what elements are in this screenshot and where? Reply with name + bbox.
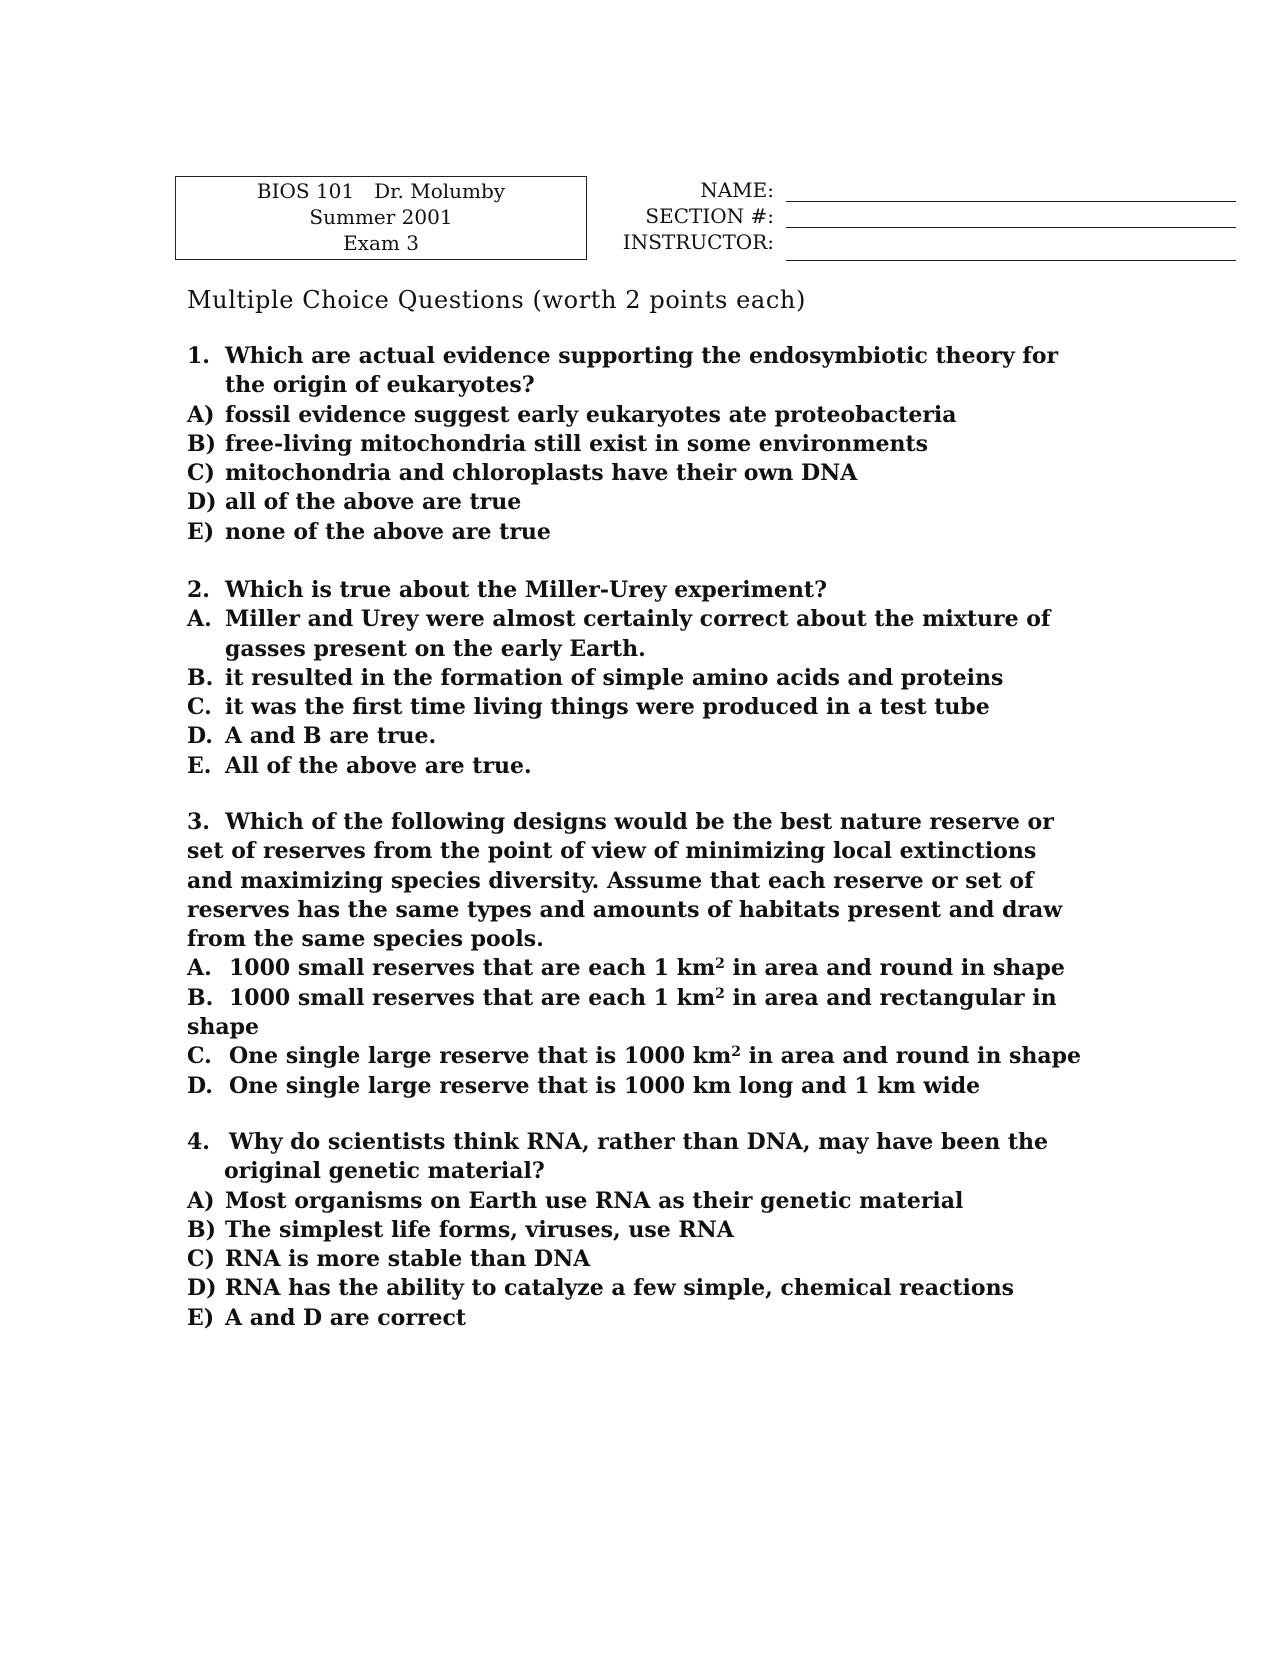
option-text: Most organisms on Earth use RNA as their genetic material [225,1187,964,1214]
option-letter: B. [187,664,214,691]
student-fields [590,177,774,255]
answer-option[interactable] [187,488,1087,517]
question-4 [187,1128,1087,1333]
option-text: One single large reserve that is 1000 $km^2$ in area and round in shape [229,1043,1082,1070]
option-text: A and D are correct [225,1304,467,1331]
section-label: SECTION #: [645,204,774,228]
question-3 [187,808,1087,1101]
option-text: free-living mitochondria still exist in some environments [225,430,929,457]
answer-option-continued [187,635,1087,664]
answer-option[interactable] [187,1187,1087,1216]
option-letter: C. [187,1043,212,1070]
question-stem [187,342,1087,371]
answer-option[interactable] [187,984,1087,1013]
option-letter: D. [187,1072,213,1099]
option-letter: D) [187,1275,217,1302]
course-info-box [175,176,587,260]
answer-option[interactable] [187,722,1087,751]
option-letter: A) [187,401,215,428]
option-text: RNA has the ability to catalyze a few simple, chemical reactions [225,1275,1014,1302]
term: Summer 2001 [309,205,453,229]
option-letter: B. [187,984,214,1011]
instructor-blank-line[interactable] [786,260,1236,261]
answer-option[interactable] [187,459,1087,488]
question-number: 1. [187,343,210,369]
question-stem-line: Which is true about the Miller-Urey experiment? [225,577,827,603]
answer-option[interactable] [187,1042,1087,1071]
option-letter: E. [187,752,212,779]
option-letter: D. [187,723,213,750]
answer-option[interactable] [187,1245,1087,1274]
option-letter: D) [187,489,217,516]
question-stem-line: original genetic material? [224,1158,545,1185]
option-text: RNA is more stable than DNA [225,1246,591,1273]
course-code: BIOS 101 [256,179,355,203]
option-text: 1000 small reserves that are each 1 $km^2$ in area and round in shape [229,955,1065,982]
option-text: it resulted in the formation of simple amino acids and proteins [225,664,1004,691]
option-letter: C) [187,460,215,487]
option-letter: A. [187,606,212,633]
option-text: Miller and Urey were almost certainly correct about the mixture of [225,606,1051,633]
option-text: A and B are true. [225,723,437,750]
answer-option[interactable] [187,693,1087,722]
option-text-continued: shape [187,1014,260,1041]
answer-option[interactable] [187,752,1087,781]
option-letter: C. [187,694,212,721]
option-text: All of the above are true. [225,752,532,779]
question-stem-continued [187,371,1087,400]
option-text: mitochondria and chloroplasts have their own DNA [225,460,858,487]
exam-title: Exam 3 [343,231,419,255]
option-text-continued: gasses present on the early Earth. [225,635,646,662]
question-stem [187,1128,1087,1157]
option-letter: A) [187,1187,215,1214]
option-letter: B) [187,1216,217,1243]
question-stem [187,576,1087,605]
question-number: 4. [187,1129,210,1155]
question-stem-line: Which are actual evidence supporting the endosymbiotic theory for [225,343,1059,369]
question-stem-line: the origin of eukaryotes? [225,372,535,399]
option-text: The simplest life forms, viruses, use RNA [225,1216,734,1243]
answer-option[interactable] [187,1304,1087,1333]
answer-option[interactable] [187,1216,1087,1245]
option-letter: E) [187,518,215,545]
name-blank-line[interactable] [786,201,1236,202]
question-stem-line: Why do scientists think RNA, rather than DNA, may have been the [229,1129,1049,1155]
option-text: One single large reserve that is 1000 km long and 1 km wide [229,1072,981,1099]
name-label: NAME: [700,178,774,202]
answer-option[interactable] [187,518,1087,547]
question-number: 2. [187,577,210,603]
question-stem-text: Which of the following designs would be the best nature reserve or set of reserves from the point of view of minimizing local extinctions and maximizing species diversity. Assume that each reserve or set of reserves has the same types and amounts of habitats present and draw from the same species pools. [187,809,1063,953]
section-blank-line[interactable] [786,227,1236,228]
course-line [176,178,586,204]
instructor-label: INSTRUCTOR: [622,230,774,254]
option-text: fossil evidence suggest early eukaryotes ate proteobacteria [225,401,957,428]
option-letter: E) [187,1304,215,1331]
section-heading: Multiple Choice Questions (worth 2 points each) [187,286,806,314]
option-text: all of the above are true [225,489,522,516]
answer-option[interactable] [187,1072,1087,1101]
option-text: it was the first time living things were produced in a test tube [225,694,990,721]
answer-option[interactable] [187,430,1087,459]
answer-option[interactable] [187,664,1087,693]
question-1 [187,342,1087,547]
option-letter: C) [187,1246,215,1273]
question-stem-continued [187,1157,1087,1186]
question-number: 3. [187,809,210,835]
option-letter: A. [187,955,212,982]
instructor-name: Dr. Molumby [374,179,506,203]
question-stem [187,808,1087,954]
option-text: none of the above are true [225,518,551,545]
answer-option[interactable] [187,605,1087,634]
option-text: 1000 small reserves that are each 1 $km^2$ in area and rectangular in [229,984,1057,1011]
option-letter: B) [187,430,217,457]
question-2 [187,576,1087,781]
answer-option[interactable] [187,954,1087,983]
answer-option-continued [187,1013,1087,1042]
answer-option[interactable] [187,1274,1087,1303]
answer-option[interactable] [187,401,1087,430]
